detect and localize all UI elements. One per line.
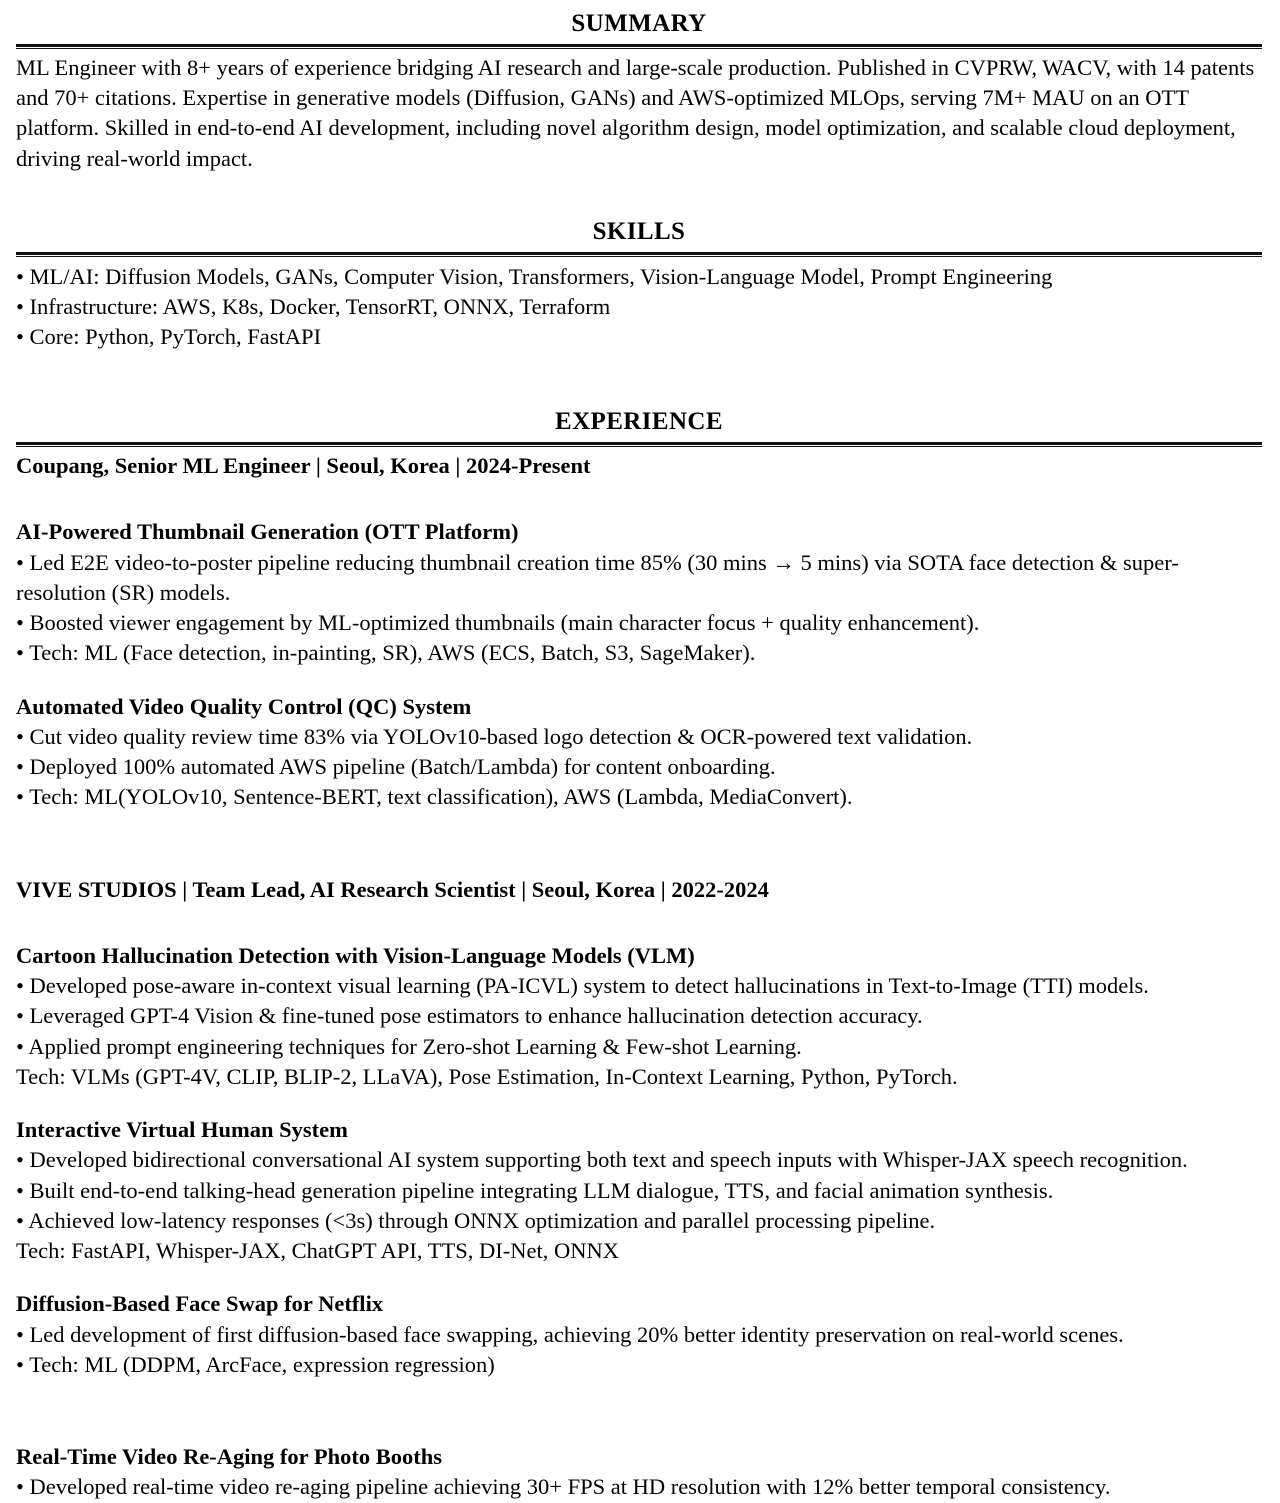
project-title: Cartoon Hallucination Detection with Vision-Language Models (VLM) — [16, 942, 695, 968]
list-item: • Core: Python, PyTorch, FastAPI — [16, 324, 322, 349]
project-title: AI-Powered Thumbnail Generation (OTT Platform) — [16, 519, 519, 545]
list-item: • Led E2E video-to-poster pipeline reducing thumbnail creation time 85% (30 mins → 5 mins) via SOTA face detection & super-resolution (SR) models. — [16, 549, 1179, 605]
section-heading-skills: SKILLS — [592, 217, 686, 245]
spacer — [16, 1266, 1262, 1289]
job-header: VIVE STUDIOS | Team Lead, AI Research Scientist | Seoul, Korea | 2022-2024 — [16, 876, 769, 902]
skills-list — [16, 261, 1262, 353]
spacer — [16, 481, 1262, 517]
project-entry — [16, 1289, 1262, 1380]
list-item: • Boosted viewer engagement by ML-optimized thumbnails (main character focus + quality enhancement). — [16, 610, 980, 635]
spacer — [16, 905, 1262, 941]
project-entry — [16, 517, 1262, 668]
section-divider-skills — [16, 252, 1262, 257]
list-item: • Cut video quality review time 83% via YOLOv10-based logo detection & OCR-powered text validation. — [16, 723, 973, 749]
project-title: Diffusion-Based Face Swap for Netflix — [16, 1291, 384, 1317]
tech-line: Tech: VLMs (GPT-4V, CLIP, BLIP-2, LLaVA), Pose Estimation, In-Context Learning, Python, PyTorch. — [16, 1063, 958, 1089]
summary-text: ML Engineer with 8+ years of experience bridging AI research and large-scale production. Published in CVPRW, WACV, with 14 patents and 70+ citations. Expertise in generative models (Diffusion, GANs) and AWS-optimized MLOps, serving 7M+ MAU on an OTT platform. Skilled in end-to-end AI development, including novel algorithm design, model optimization, and scalable cloud deployment, driving real-world impact. — [16, 54, 1255, 171]
project-entry — [16, 1442, 1262, 1503]
spacer — [16, 669, 1262, 692]
project-entry — [16, 1115, 1262, 1266]
list-item: • Tech: ML(YOLOv10, Sentence-BERT, text classification), AWS (Lambda, MediaConvert). — [16, 784, 853, 810]
job-entry — [16, 875, 1262, 1503]
list-item: • Developed real-time video re-aging pipeline achieving 30+ FPS at HD resolution with 12% better temporal consistency. — [16, 1474, 1111, 1500]
list-item: • Tech: ML (DDPM, ArcFace, expression regression) — [16, 1351, 495, 1377]
list-item: • Tech: ML (Face detection, in-painting, SR), AWS (ECS, Batch, S3, SageMaker). — [16, 640, 756, 666]
section-experience — [16, 408, 1262, 1502]
project-title: Interactive Virtual Human System — [16, 1117, 348, 1142]
section-summary — [16, 0, 1262, 174]
tech-line: Tech: FastAPI, Whisper-JAX, ChatGPT API, TTS, DI-Net, ONNX — [16, 1238, 619, 1263]
list-item: • Developed bidirectional conversational AI system supporting both text and speech inputs with Whisper-JAX speech recognition. — [16, 1147, 1188, 1173]
project-entry — [16, 692, 1262, 813]
list-item: • Leveraged GPT-4 Vision & fine-tuned pose estimators to enhance hallucination detection accuracy. — [16, 1003, 923, 1029]
spacer — [16, 174, 1262, 218]
spacer — [16, 1380, 1262, 1442]
list-item: • Deployed 100% automated AWS pipeline (Batch/Lambda) for content onboarding. — [16, 754, 776, 779]
section-heading-experience: EXPERIENCE — [555, 408, 723, 436]
project-title: Automated Video Quality Control (QC) System — [16, 693, 472, 719]
project-entry — [16, 941, 1262, 1092]
project-title: Real-Time Video Re-Aging for Photo Booths — [16, 1444, 443, 1469]
job-header: Coupang, Senior ML Engineer | Seoul, Korea | 2024-Present — [16, 453, 591, 478]
list-item: • ML/AI: Diffusion Models, GANs, Computer Vision, Transformers, Vision-Language Model, Prompt Engineering — [16, 263, 1053, 289]
spacer — [16, 1092, 1262, 1115]
section-skills — [16, 218, 1262, 353]
list-item: • Built end-to-end talking-head generation pipeline integrating LLM dialogue, TTS, and facial animation synthesis. — [16, 1177, 1054, 1203]
section-divider-summary — [16, 44, 1262, 49]
list-item: • Achieved low-latency responses (<3s) through ONNX optimization and parallel processing pipeline. — [16, 1207, 936, 1233]
spacer — [16, 813, 1262, 875]
section-divider-experience — [16, 442, 1262, 447]
section-heading-summary: SUMMARY — [571, 10, 707, 37]
list-item: • Applied prompt engineering techniques for Zero-shot Learning & Few-shot Learning. — [16, 1033, 802, 1059]
list-item: • Developed pose-aware in-context visual learning (PA-ICVL) system to detect hallucinations in Text-to-Image (TTI) models. — [16, 973, 1149, 998]
list-item: • Infrastructure: AWS, K8s, Docker, TensorRT, ONNX, Terraform — [16, 293, 611, 319]
spacer — [16, 352, 1262, 408]
job-entry — [16, 451, 1262, 813]
list-item: • Led development of first diffusion-based face swapping, achieving 20% better identity preservation on real-world scenes. — [16, 1321, 1124, 1347]
